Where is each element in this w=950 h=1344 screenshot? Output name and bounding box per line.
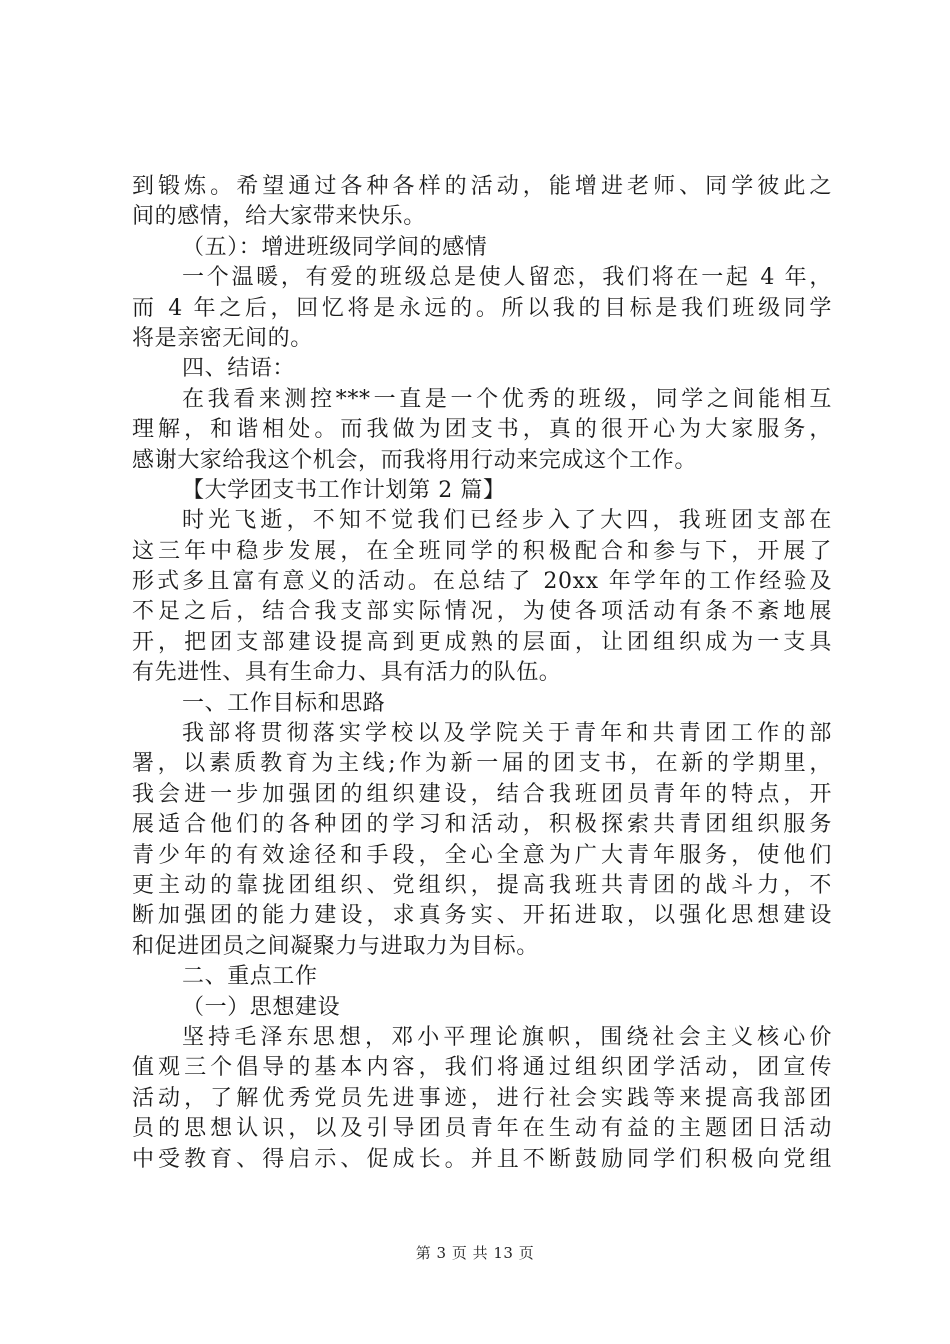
text-line: 断加强团的能力建设，求真务实、开拓进取，以强化思想建设 <box>132 903 832 929</box>
text-line: 形式多且富有意义的活动。在总结了 20xx 年学年的工作经验及 <box>132 569 832 595</box>
text-line: 这三年中稳步发展，在全班同学的积极配合和参与下，开展了 <box>132 538 832 564</box>
section-heading: 一、工作目标和思路 <box>182 690 386 716</box>
text-line: 时光飞逝，不知不觉我们已经步入了大四，我班团支部在 <box>182 508 832 534</box>
text-line: 员的思想认识，以及引导团员青年在生动有益的主题团日活动 <box>132 1116 832 1142</box>
text-line: 中受教育、得启示、促成长。并且不断鼓励同学们积极向党组 <box>132 1146 832 1172</box>
text-line: 值观三个倡导的基本内容，我们将通过组织团学活动，团宣传 <box>132 1055 832 1081</box>
text-line: 有先进性、具有生命力、具有活力的队伍。 <box>132 660 562 686</box>
text-line: 到锻炼。希望通过各种各样的活动，能增进老师、同学彼此之 <box>132 174 832 199</box>
text-line: 而 4 年之后，回忆将是永远的。所以我的目标是我们班级同学 <box>132 295 832 321</box>
text-line: 开，把团支部建设提高到更成熟的层面，让团组织成为一支具 <box>132 629 832 655</box>
section-heading: 四、结语： <box>182 356 296 382</box>
text-line: 坚持毛泽东思想，邓小平理论旗帜，围绕社会主义核心价 <box>182 1024 832 1050</box>
section-heading: （五）：增进班级同学间的感情 <box>182 234 488 260</box>
text-line: 不足之后，结合我支部实际情况，为使各项活动有条不紊地展 <box>132 599 832 625</box>
text-line: 我部将贯彻落实学校以及学院关于青年和共青团工作的部 <box>182 721 832 747</box>
page-number-footer: 第 3 页 共 13 页 <box>415 1244 535 1262</box>
document-body <box>132 172 832 1175</box>
text-line: 我会进一步加强团的组织建设，结合我班团员青年的特点，开 <box>132 781 832 807</box>
text-line: 将是亲密无间的。 <box>132 325 313 351</box>
text-line: 展适合他们的各种团的学习和活动，积极探索共青团组织服务 <box>132 812 832 838</box>
text-line: 更主动的靠拢团组织、党组织，提高我班共青团的战斗力，不 <box>132 872 832 898</box>
text-line: 在我看来测控***一直是一个优秀的班级，同学之间能相互 <box>182 386 832 412</box>
text-line: 和促进团员之间凝聚力与进取力为目标。 <box>132 933 539 959</box>
text-line: 间的感情，给大家带来快乐。 <box>132 204 426 230</box>
text-line: 一个温暖，有爱的班级总是使人留恋，我们将在一起 4 年， <box>182 265 832 291</box>
text-line: 署，以素质教育为主线;作为新一届的团支书，在新的学期里， <box>132 751 832 777</box>
text-line: 理解，和谐相处。而我做为团支书，真的很开心为大家服务， <box>132 417 832 443</box>
text-line: 青少年的有效途径和手段，全心全意为广大青年服务，使他们 <box>132 842 832 868</box>
subsection-heading: （一）思想建设 <box>182 994 341 1020</box>
text-line: 活动，了解优秀党员先进事迹，进行社会实践等来提高我部团 <box>132 1085 832 1111</box>
section-heading: 二、重点工作 <box>182 964 318 990</box>
text-line: 感谢大家给我这个机会，而我将用行动来完成这个工作。 <box>132 447 698 473</box>
article-title: 【大学团支书工作计划第 2 篇】 <box>182 477 506 503</box>
